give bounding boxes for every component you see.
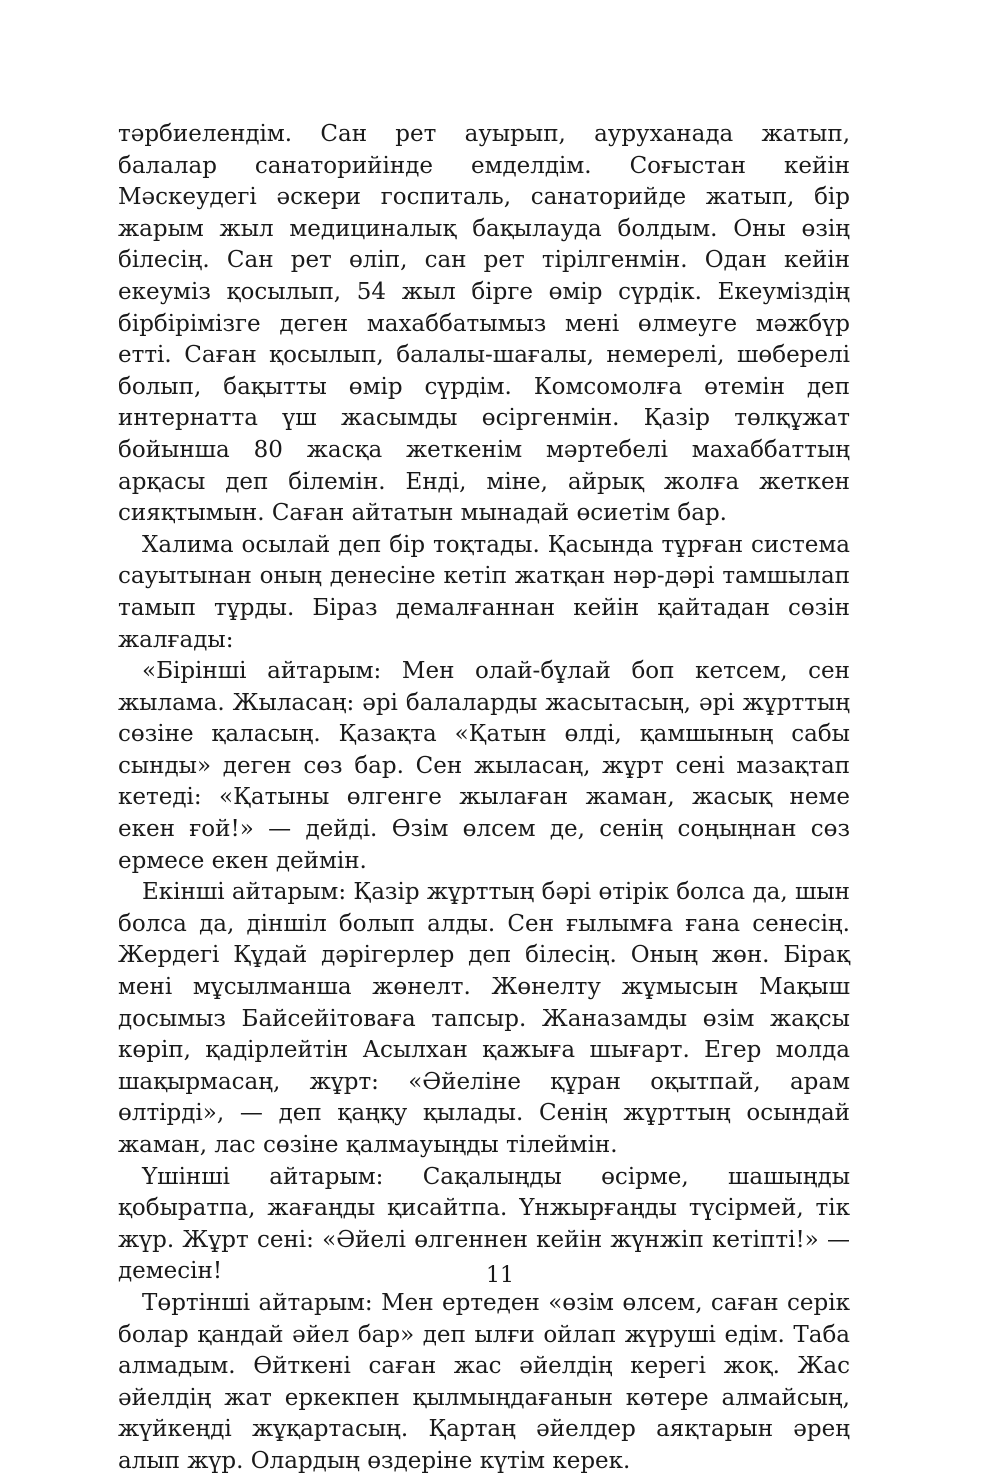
paragraph-fourth-wish: Төртінші айтарым: Мен ертеден «өзім өлсем, саған серік болар қандай әйел бар» деп ылғи ойлап жүруші едім. Таба алмадым. Өйткені саған жас әйелдің керегі жоқ. Жас әйелдің жат еркекпен қылмыңдағанын көтере алмайсың, жүйкеңді жұқартасың. Қартаң әйелдер аяқтарын әрең алып жүр. Олардың өздеріне күтім керек. [118, 1289, 850, 1474]
paragraph-first-wish: «Бірінші айтарым: Мен олай-бұлай боп кетсем, сен жылама. Жыласаң: әрі балаларды жасытасың, әрі жұрттың сөзіне қаласың. Қазақта «Қатын өлді, қамшының сабы сынды» деген сөз бар. Сен жыласаң, жұрт сені мазақтап кетеді: «Қатыны өлгенге жылаған жаман, жасық неме екен ғой!» — дейді. Өзім өлсем де, сенің соңыңнан сөз ермесе екен деймін. [118, 658, 850, 874]
paragraph-second-wish: Екінші айтарым: Қазір жұрттың бәрі өтірік болса да, шын болса да, діншіл болып алды. Сен ғылымға ғана сенесің. Жердегі Құдай дәрігерлер деп білесің. Оның жөн. Бірақ мені мұсылманша жөнелт. Жөнелту жұмысын Мақыш досымыз Байсейітоваға тапсыр. Жаназамды өзім жақсы көріп, қадірлейтін Асылхан қажыға шығарт. Егер молда шақырмасаң, жұрт: «Әйеліне құран оқытпай, арам өлтірді», — деп қаңқу қылады. Сенің жұрттың осындай жаман, лас сөзіне қалмауыңды тілеймін. [118, 879, 850, 1158]
page-number: 11 [486, 1263, 514, 1288]
paragraph-continuation: тәрбиелендім. Сан рет ауырып, ауруханада жатып, балалар санаторийінде емделдім. Соғыстан кейін Мәскеудегі әскери госпиталь, санаторийде жатып, бір жарым жыл медициналық бақылауда болдым. Оны өзің білесің. Сан рет өліп, сан рет тірілгенмін. Одан кейін екеуміз қосылып, 54 жыл бірге өмір сүрдік. Екеуміздің бірбірімізге деген махаббатымыз мені өлмеуге мәжбүр етті. Саған қосылып, балалы-шағалы, немерелі, шөберелі болып, бақытты өмір сүрдім. Комсомолға өтемін деп интернатта үш жасымды өсіргенмін. Қазір төлқұжат бойынша 80 жасқа жеткенім мәртебелі махаббаттың арқасы деп білемін. Енді, міне, айрық жолға жеткен сияқтымын. Саған айтатын мынадай өсиетім бар. [118, 121, 850, 527]
paragraph-third-wish: Үшінші айтарым: Сақалыңды өсірме, шашыңды қобыратпа, жағаңды қисайтпа. Үнжырғаңды түсірмей, тік жүр. Жұрт сені: «Әйелі өлгеннен кейін жүнжіп кетіпті!» — демесін! [118, 1163, 850, 1285]
paragraph-halima-pause: Халима осылай деп бір тоқтады. Қасында тұрған система сауытынан оның денесіне кетіп жатқан нәр-дәрі тамшылап тамып тұрды. Біраз демалғаннан кейін қайтадан сөзін жалғады: [118, 531, 850, 653]
